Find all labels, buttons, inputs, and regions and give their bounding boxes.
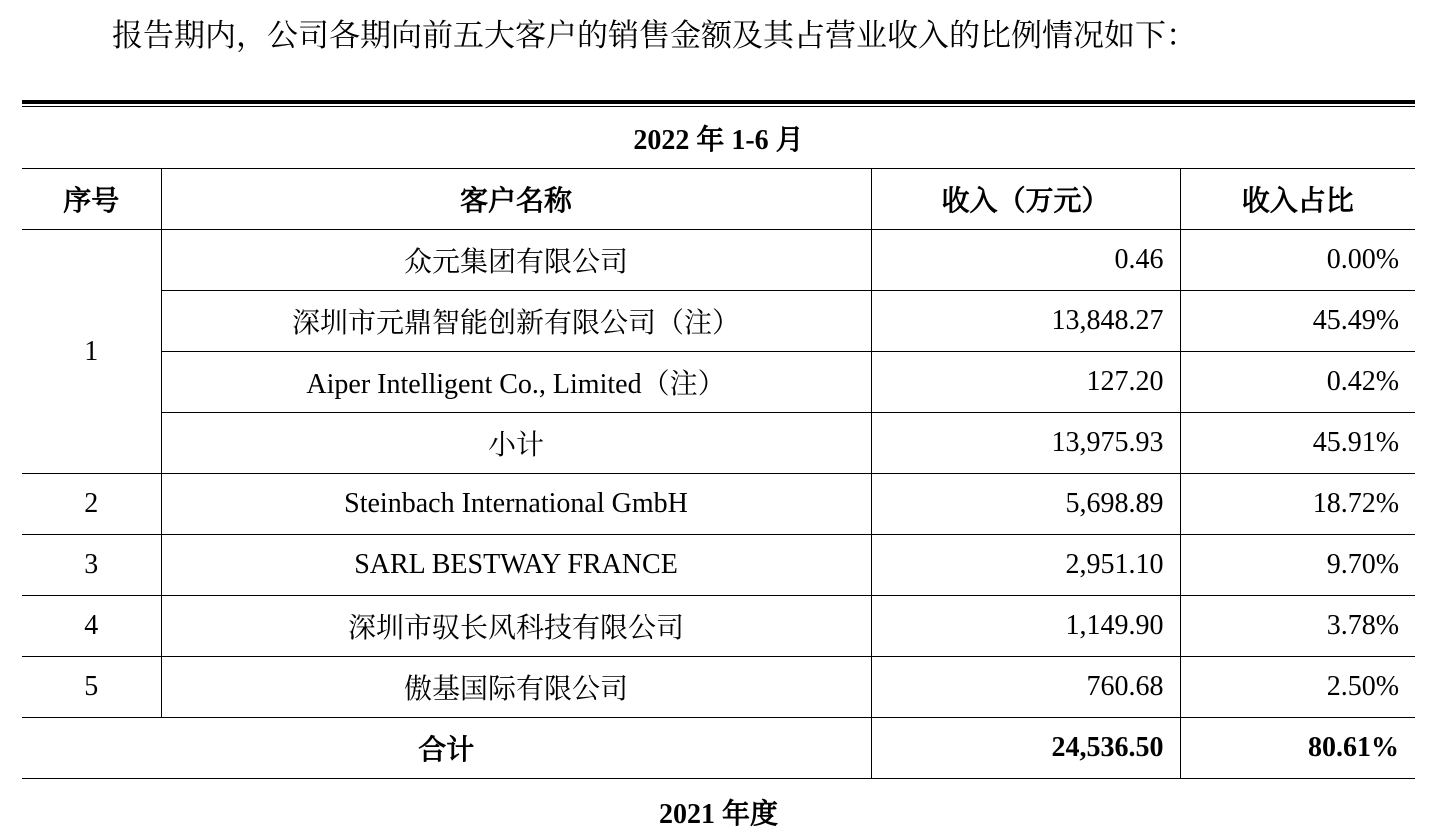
next-period-title: 2021 年度 (658, 799, 778, 830)
revenue-value: 1,149.90 (871, 596, 1180, 657)
ratio-value: 0.42% (1180, 352, 1415, 413)
customer-name: 深圳市驭长风科技有限公司 (161, 596, 871, 657)
ratio-value: 3.78% (1180, 596, 1415, 657)
top-customers-table (22, 108, 1415, 779)
ratio-value: 0.00% (1180, 230, 1415, 291)
intro-paragraph: 报告期内，公司各期向前五大客户的销售金额及其占营业收入的比例情况如下： (112, 18, 1197, 54)
table-row (22, 474, 1415, 535)
total-ratio: 80.61% (1180, 718, 1415, 779)
group1-seq: 1 (22, 230, 161, 474)
subtotal-label: 小计 (161, 413, 871, 474)
revenue-value: 127.20 (871, 352, 1180, 413)
period-title: 2022 年 1-6 月 (22, 108, 1415, 169)
table-row (22, 352, 1415, 413)
ratio-value: 18.72% (1180, 474, 1415, 535)
customer-name: SARL BESTWAY FRANCE (161, 535, 871, 596)
subtotal-row (22, 413, 1415, 474)
table-row (22, 657, 1415, 718)
header-seq: 序号 (22, 169, 161, 230)
ratio-value: 2.50% (1180, 657, 1415, 718)
table-row (22, 230, 1415, 291)
customer-name: 深圳市元鼎智能创新有限公司（注） (161, 291, 871, 352)
header-ratio: 收入占比 (1180, 169, 1415, 230)
revenue-value: 13,975.93 (871, 413, 1180, 474)
header-revenue: 收入（万元） (871, 169, 1180, 230)
seq-value: 2 (22, 474, 161, 535)
table-row (22, 291, 1415, 352)
table-row (22, 535, 1415, 596)
total-revenue: 24,536.50 (871, 718, 1180, 779)
period-row (22, 108, 1415, 169)
revenue-value: 760.68 (871, 657, 1180, 718)
customer-name: 众元集团有限公司 (161, 230, 871, 291)
revenue-value: 5,698.89 (871, 474, 1180, 535)
seq-value: 5 (22, 657, 161, 718)
table-row (22, 596, 1415, 657)
customer-name: Aiper Intelligent Co., Limited（注） (161, 352, 871, 413)
revenue-value: 2,951.10 (871, 535, 1180, 596)
revenue-value: 0.46 (871, 230, 1180, 291)
total-label: 合计 (22, 718, 871, 779)
customer-name: 傲基国际有限公司 (161, 657, 871, 718)
table-top-thin-rule (22, 106, 1415, 107)
revenue-value: 13,848.27 (871, 291, 1180, 352)
seq-value: 4 (22, 596, 161, 657)
total-row (22, 718, 1415, 779)
seq-value: 3 (22, 535, 161, 596)
ratio-value: 45.49% (1180, 291, 1415, 352)
header-row (22, 169, 1415, 230)
header-customer: 客户名称 (161, 169, 871, 230)
ratio-value: 9.70% (1180, 535, 1415, 596)
customer-name: Steinbach International GmbH (161, 474, 871, 535)
ratio-value: 45.91% (1180, 413, 1415, 474)
table-top-thick-rule (22, 100, 1415, 104)
